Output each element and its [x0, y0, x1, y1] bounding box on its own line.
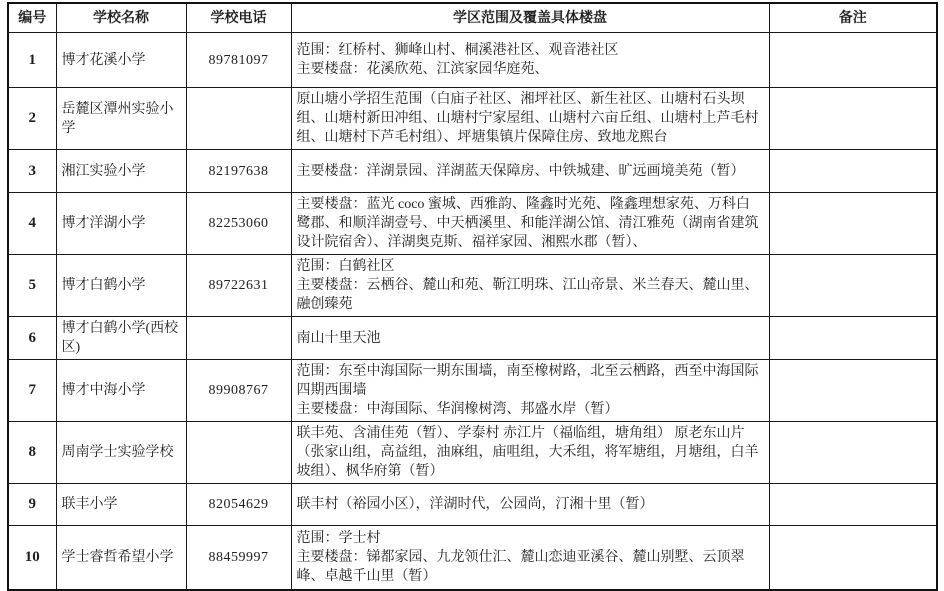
district-coverage: [291, 422, 769, 484]
row-number: 9: [8, 484, 56, 526]
note: [769, 422, 937, 484]
district-coverage: [291, 255, 769, 317]
district-coverage: [291, 88, 769, 150]
district-line: 主要楼盘：锑都家园、九龙领仕汇、麓山恋迪亚溪谷、麓山别墅、云顶翠峰、卓越千山里（暂）: [296, 549, 745, 584]
note: [769, 484, 937, 526]
row-number: 10: [8, 526, 56, 590]
row-number: 6: [8, 317, 56, 360]
table-row: [8, 484, 937, 526]
district-line: 联丰苑、含浦佳苑（暂）、学泰村 赤江片（福临组，塘角组） 原老东山片（张家山组，高益组，油麻组，庙咀组，大禾组，将军塘组，月塘组，白羊坡组）、枫华府第（暂）: [296, 426, 759, 479]
school-name: 博才洋湖小学: [56, 193, 186, 255]
table-row: [8, 150, 937, 193]
district-line: 联丰村（裕园小区），洋湖时代，公园尚，汀湘十里（暂）: [296, 497, 654, 512]
school-phone: 89908767: [186, 360, 291, 422]
district-coverage: [291, 317, 769, 360]
table-row: [8, 422, 937, 484]
note: [769, 526, 937, 590]
district-line: 主要楼盘：蓝光 coco 蜜城、西雅韵、隆鑫时光苑、隆鑫理想家苑、万科白鹭郡、和顺洋湖壹号、中天栖溪里、和能洋湖公馆、清江雅苑（湖南省建筑设计院宿舍）、洋湖奥克斯、福祥家园、湘熙水郡（暂）、: [296, 197, 759, 250]
row-number: 1: [8, 33, 56, 88]
row-number: 3: [8, 150, 56, 193]
school-district-table: [7, 2, 938, 591]
school-name: 博才中海小学: [56, 360, 186, 422]
note: [769, 150, 937, 193]
district-coverage: [291, 484, 769, 526]
district-line: 范围：红桥村、狮峰山村、桐溪港社区、观音港社区: [296, 43, 619, 58]
school-phone: 89722631: [186, 255, 291, 317]
table-row: [8, 360, 937, 422]
district-line: 主要楼盘：花溪欣苑、江滨家园华庭苑、: [296, 62, 549, 77]
column-header-district: 学区范围及覆盖具体楼盘: [291, 3, 769, 33]
school-phone: 82197638: [186, 150, 291, 193]
district-line: 主要楼盘：中海国际、华润橡树湾、邦盛水岸（暂）: [296, 402, 619, 417]
note: [769, 317, 937, 360]
district-coverage: [291, 360, 769, 422]
district-coverage: [291, 526, 769, 590]
district-line: 南山十里天池: [296, 330, 381, 346]
school-name: 周南学士实验学校: [56, 422, 186, 484]
school-name: 博才白鹤小学(西校区): [56, 317, 186, 360]
district-coverage: [291, 150, 769, 193]
school-name: 湘江实验小学: [56, 150, 186, 193]
district-coverage: [291, 33, 769, 88]
header-row: [8, 3, 937, 33]
district-line: 主要楼盘：云栖谷、麓山和苑、靳江明珠、江山帝景、米兰春天、麓山里、融创臻苑: [296, 278, 759, 312]
table-row: [8, 33, 937, 88]
district-line: 范围：学士村: [296, 530, 381, 546]
district-line: 主要楼盘：洋湖景园、洋湖蓝天保障房、中铁城建、旷远画境美苑（暂）: [296, 163, 745, 179]
school-phone: 82054629: [186, 484, 291, 526]
row-number: 5: [8, 255, 56, 317]
column-header-school-phone: 学校电话: [186, 3, 291, 33]
table-row: [8, 255, 937, 317]
district-coverage: [291, 193, 769, 255]
school-phone: [186, 422, 291, 484]
district-line: 原山塘小学招生范围（白庙子社区、湘坪社区、新生社区、山塘村石头坝组、山塘村新田冲组、山塘村宁家屋组、山塘村六亩丘组、山塘村上芦毛村组、山塘村下芦毛村组）、坪塘集镇片保障住房、致地龙熙台: [296, 92, 759, 145]
school-phone: 89781097: [186, 33, 291, 88]
row-number: 8: [8, 422, 56, 484]
district-line: 范围：东至中海国际一期东围墙，南至橡树路，北至云栖路，西至中海国际四期西围墙: [296, 364, 759, 398]
note: [769, 360, 937, 422]
note: [769, 88, 937, 150]
column-header-no: 编号: [8, 3, 56, 33]
school-name: 博才白鹤小学: [56, 255, 186, 317]
table-row: [8, 88, 937, 150]
district-line: 范围：白鹤社区: [296, 259, 395, 274]
note: [769, 33, 937, 88]
school-name: 博才花溪小学: [56, 33, 186, 88]
school-name: 联丰小学: [56, 484, 186, 526]
row-number: 2: [8, 88, 56, 150]
table-row: [8, 317, 937, 360]
note: [769, 255, 937, 317]
note: [769, 193, 937, 255]
school-phone: 82253060: [186, 193, 291, 255]
school-phone: [186, 317, 291, 360]
school-phone: [186, 88, 291, 150]
row-number: 7: [8, 360, 56, 422]
column-header-note: 备注: [769, 3, 937, 33]
table-row: [8, 526, 937, 590]
table-row: [8, 193, 937, 255]
school-phone: 88459997: [186, 526, 291, 590]
school-name: 岳麓区潭州实验小学: [56, 88, 186, 150]
row-number: 4: [8, 193, 56, 255]
column-header-school-name: 学校名称: [56, 3, 186, 33]
school-name: 学士睿哲希望小学: [56, 526, 186, 590]
